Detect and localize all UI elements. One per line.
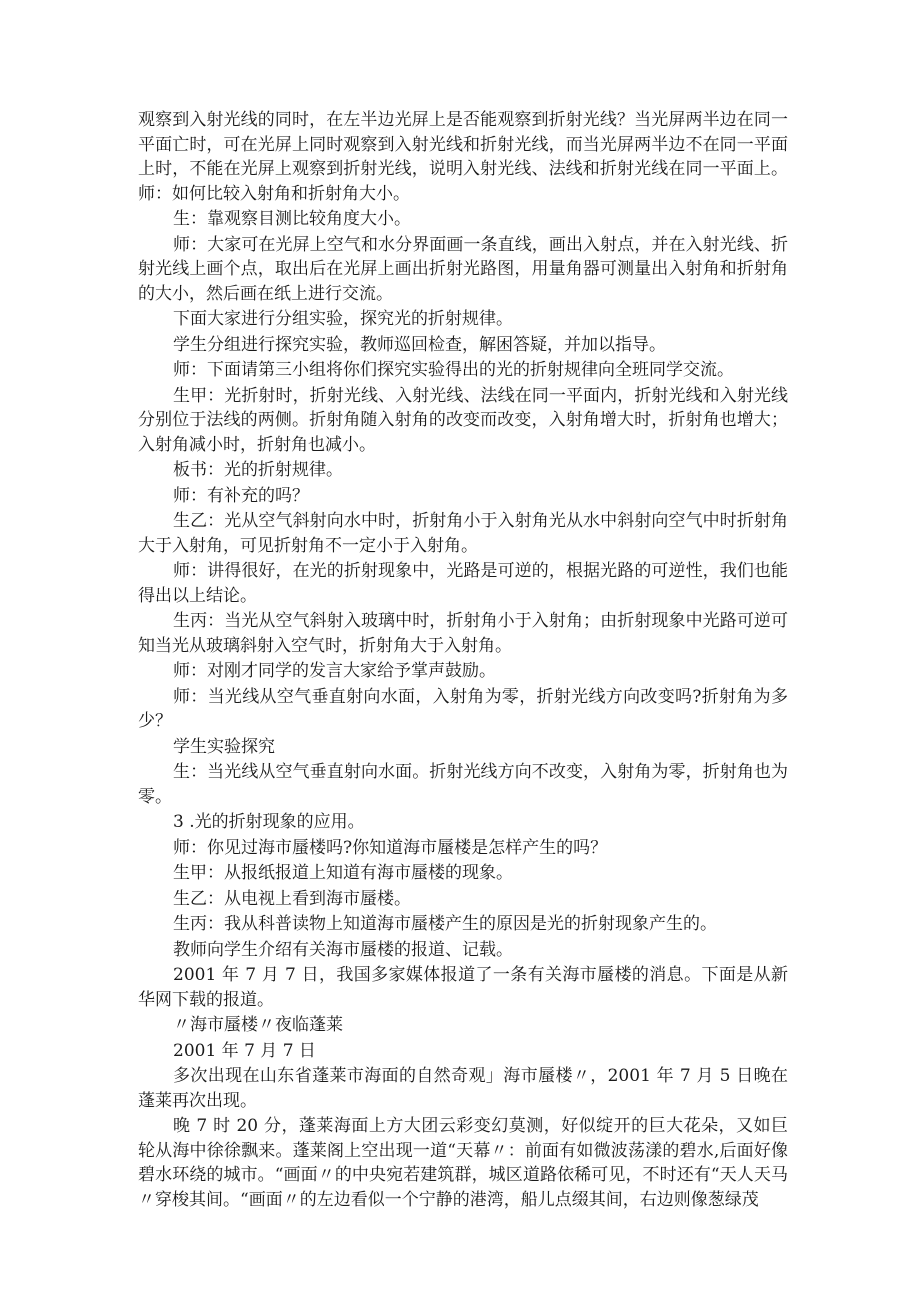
paragraph: 教师向学生介绍有关海市蜃楼的报道、记载。	[173, 939, 513, 960]
paragraph: 2001 年 7 月 7 日	[173, 1040, 316, 1061]
paragraph: 生乙：光从空气斜射向水中时，折射角小于入射角光从水中斜射向空气中时折射角大于入射角，可见折射角不一定小于入射角。	[138, 511, 788, 556]
paragraph: 观察到入射光线的同时，在左半边光屏上是否能观察到折射光线？当光屏两半边在同一平面亡时，可在光屏上同时观察到入射光线和折射光线，而当光屏两半边不在同一平面上时，不能在光屏上观察到折射光线，说明入射光线、法线和折射光线在同一平面上。师：如何比较入射角和折射角大小。	[138, 110, 788, 204]
paragraph: 生甲：从报纸报道上知道有海市蜃楼的现象。	[173, 863, 513, 883]
paragraph: 生：当光线从空气垂直射向水面。折射光线方向不改变，入射角为零，折射角也为零。	[138, 762, 788, 807]
document-page	[138, 108, 788, 1212]
paragraph: 晚 7 时 20 分，蓬莱海面上方大团云彩变幻莫测，好似绽开的巨大花朵，又如巨轮从海中徐徐飘来。蓬莱阁上空出现一道“天幕〃：前面有如微波荡漾的碧水,后面好像碧水环绕的城市。“画面〃的中央宛若建筑群，城区道路依稀可见，不时还有“天人天马〃穿梭其间。“画面〃的左边看似一个宁静的港湾，船儿点缀其间，右边则像葱绿茂	[138, 1116, 788, 1210]
paragraph: 师：大家可在光屏上空气和水分界面画一条直线，画出入射点，并在入射光线、折射光线上画个点，取出后在光屏上画出折射光路图，用量角器可测量出入射角和折射角的大小，然后画在纸上进行交流。	[138, 234, 788, 304]
paragraph: 学生实验探究	[173, 736, 275, 757]
paragraph: 生丙：我从科普读物上知道海市蜃楼产生的原因是光的折射现象产生的。	[173, 914, 717, 934]
paragraph: 师：当光线从空气垂直射向水面，入射角为零，折射光线方向改变吗?折射角为多少？	[138, 686, 788, 731]
paragraph: 生乙：从电视上看到海市蜃楼。	[173, 888, 411, 909]
paragraph: 板书：光的折射规律。	[173, 460, 343, 480]
paragraph: 生丙：当光从空气斜射入玻璃中时，折射角小于入射角；由折射现象中光路可逆可知当光从玻璃斜射入空气时，折射角大于入射角。	[138, 611, 788, 656]
paragraph: 师：有补充的吗？	[173, 485, 309, 506]
paragraph: 下面大家进行分组实验，探究光的折射规律。	[173, 309, 513, 329]
paragraph: 〃海市蜃楼〃夜临蓬莱	[173, 1015, 343, 1035]
paragraph: 师：对刚才同学的发言大家给予掌声鼓励。	[173, 661, 496, 681]
paragraph: 生：靠观察目测比较角度大小。	[173, 209, 411, 229]
paragraph: 2001 年 7 月 7 日，我国多家媒体报道了一条有关海市蜃楼的消息。下面是从新华网下载的报道。	[138, 965, 788, 1010]
paragraph: 3 .光的折射现象的应用。	[173, 812, 365, 832]
paragraph: 多次出现在山东省蓬莱市海面的自然奇观」海市蜃楼〃，2001 年 7 月 5 日晚在蓬莱再次出现。	[138, 1066, 788, 1111]
paragraph: 师：讲得很好，在光的折射现象中，光路是可逆的，根据光路的可逆性，我们也能得出以上结论。	[138, 561, 788, 606]
paragraph: 生甲：光折射时，折射光线、入射光线、法线在同一平面内，折射光线和入射光线分别位于法线的两侧。折射角随入射角的改变而改变，入射角增大时，折射角也增大；入射角减小时，折射角也减小。	[138, 385, 788, 455]
paragraph: 师：你见过海市蜃楼吗?你知道海市蜃楼是怎样产生的吗？	[173, 837, 608, 858]
paragraph: 学生分组进行探究实验，教师巡回检查，解困答疑，并加以指导。	[173, 334, 666, 355]
paragraph: 师：下面请第三小组将你们探究实验得出的光的折射规律向全班同学交流。	[173, 360, 734, 380]
